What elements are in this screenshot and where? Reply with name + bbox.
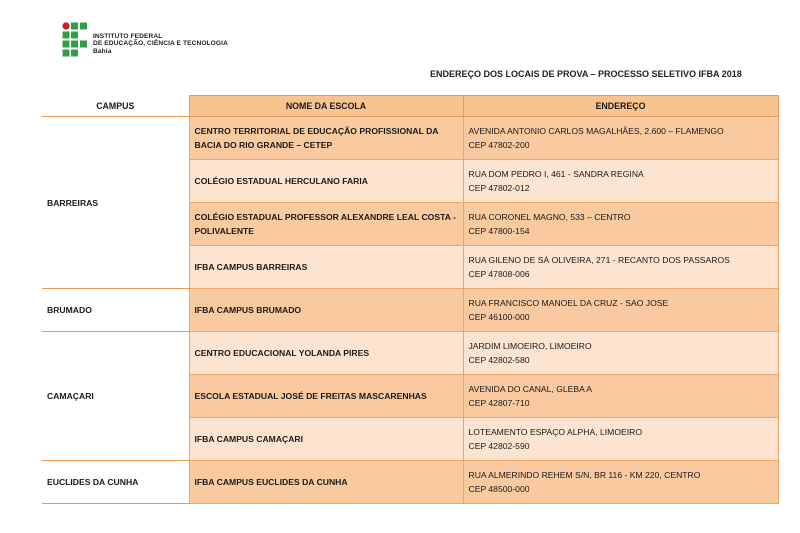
logo-line-3: Bahia <box>93 47 112 55</box>
address-cep: CEP 42802-590 <box>468 441 530 451</box>
address-cep: CEP 48500-000 <box>468 484 530 494</box>
exam-locations-table <box>42 95 779 504</box>
header-campus: CAMPUS <box>42 96 189 117</box>
ifba-logo <box>62 22 252 62</box>
school-name: COLÉGIO ESTADUAL PROFESSOR ALEXANDRE LEAL COSTA - POLIVALENTE <box>189 203 463 246</box>
school-name: COLÉGIO ESTADUAL HERCULANO FARIA <box>189 160 463 203</box>
address-street: AVENIDA DO CANAL, GLEBA A <box>468 384 593 394</box>
school-address <box>463 418 778 461</box>
address-cep: CEP 47808-006 <box>468 269 530 279</box>
ifba-logo-text <box>93 33 228 55</box>
school-address <box>463 117 778 160</box>
school-name: CENTRO EDUCACIONAL YOLANDA PIRES <box>189 332 463 375</box>
address-street: RUA FRANCISCO MANOEL DA CRUZ - SAO JOSE <box>468 298 669 308</box>
school-name: IFBA CAMPUS BARREIRAS <box>189 246 463 289</box>
school-address <box>463 246 778 289</box>
address-street: LOTEAMENTO ESPAÇO ALPHA, LIMOEIRO <box>468 427 643 437</box>
address-cep: CEP 47800-154 <box>468 226 530 236</box>
document-title: ENDEREÇO DOS LOCAIS DE PROVA – PROCESSO SELETIVO IFBA 2018 <box>430 69 742 79</box>
address-cep: CEP 42807-710 <box>468 398 530 408</box>
campus-brumado: BRUMADO <box>42 289 189 332</box>
school-address <box>463 332 778 375</box>
school-name: IFBA CAMPUS BRUMADO <box>189 289 463 332</box>
school-address <box>463 375 778 418</box>
table-row <box>42 117 778 160</box>
school-address <box>463 461 778 504</box>
table-row <box>42 461 778 504</box>
address-street: RUA DOM PEDRO I, 461 - SANDRA REGINA <box>468 169 644 179</box>
logo-line-2: DE EDUCAÇÃO, CIÊNCIA E TECNOLOGIA <box>93 40 228 48</box>
address-cep: CEP 47802-012 <box>468 183 530 193</box>
address-street: JARDIM LIMOEIRO, LIMOEIRO <box>468 341 592 351</box>
header-escola: NOME DA ESCOLA <box>189 96 463 117</box>
address-street: AVENIDA ANTONIO CARLOS MAGALHÃES, 2.600 – FLAMENGO <box>468 126 724 136</box>
table-header-row <box>42 96 778 117</box>
address-street: RUA GILENO DE SÁ OLIVEIRA, 271 - RECANTO DOS PASSAROS <box>468 255 730 265</box>
campus-barreiras: BARREIRAS <box>42 117 189 289</box>
address-cep: CEP 42802-580 <box>468 355 530 365</box>
school-name: IFBA CAMPUS CAMAÇARI <box>189 418 463 461</box>
address-cep: CEP 46100-000 <box>468 312 530 322</box>
school-address <box>463 289 778 332</box>
school-name: CENTRO TERRITORIAL DE EDUCAÇÃO PROFISSIONAL DA BACIA DO RIO GRANDE – CETEP <box>189 117 463 160</box>
school-address <box>463 160 778 203</box>
school-name: IFBA CAMPUS EUCLIDES DA CUNHA <box>189 461 463 504</box>
school-address <box>463 203 778 246</box>
school-name: ESCOLA ESTADUAL JOSÉ DE FREITAS MASCARENHAS <box>189 375 463 418</box>
address-street: RUA CORONEL MAGNO, 533 – CENTRO <box>468 212 631 222</box>
campus-euclides-da-cunha: EUCLIDES DA CUNHA <box>42 461 189 504</box>
logo-line-1: INSTITUTO FEDERAL <box>93 33 163 40</box>
address-cep: CEP 47802-200 <box>468 140 530 150</box>
table-row <box>42 289 778 332</box>
header-endereco: ENDEREÇO <box>463 96 778 117</box>
ifba-logo-icon <box>62 22 88 58</box>
table-row <box>42 332 778 375</box>
address-street: RUA ALMERINDO REHEM S/N, BR 116 - KM 220, CENTRO <box>468 470 701 480</box>
campus-camacari: CAMAÇARI <box>42 332 189 461</box>
